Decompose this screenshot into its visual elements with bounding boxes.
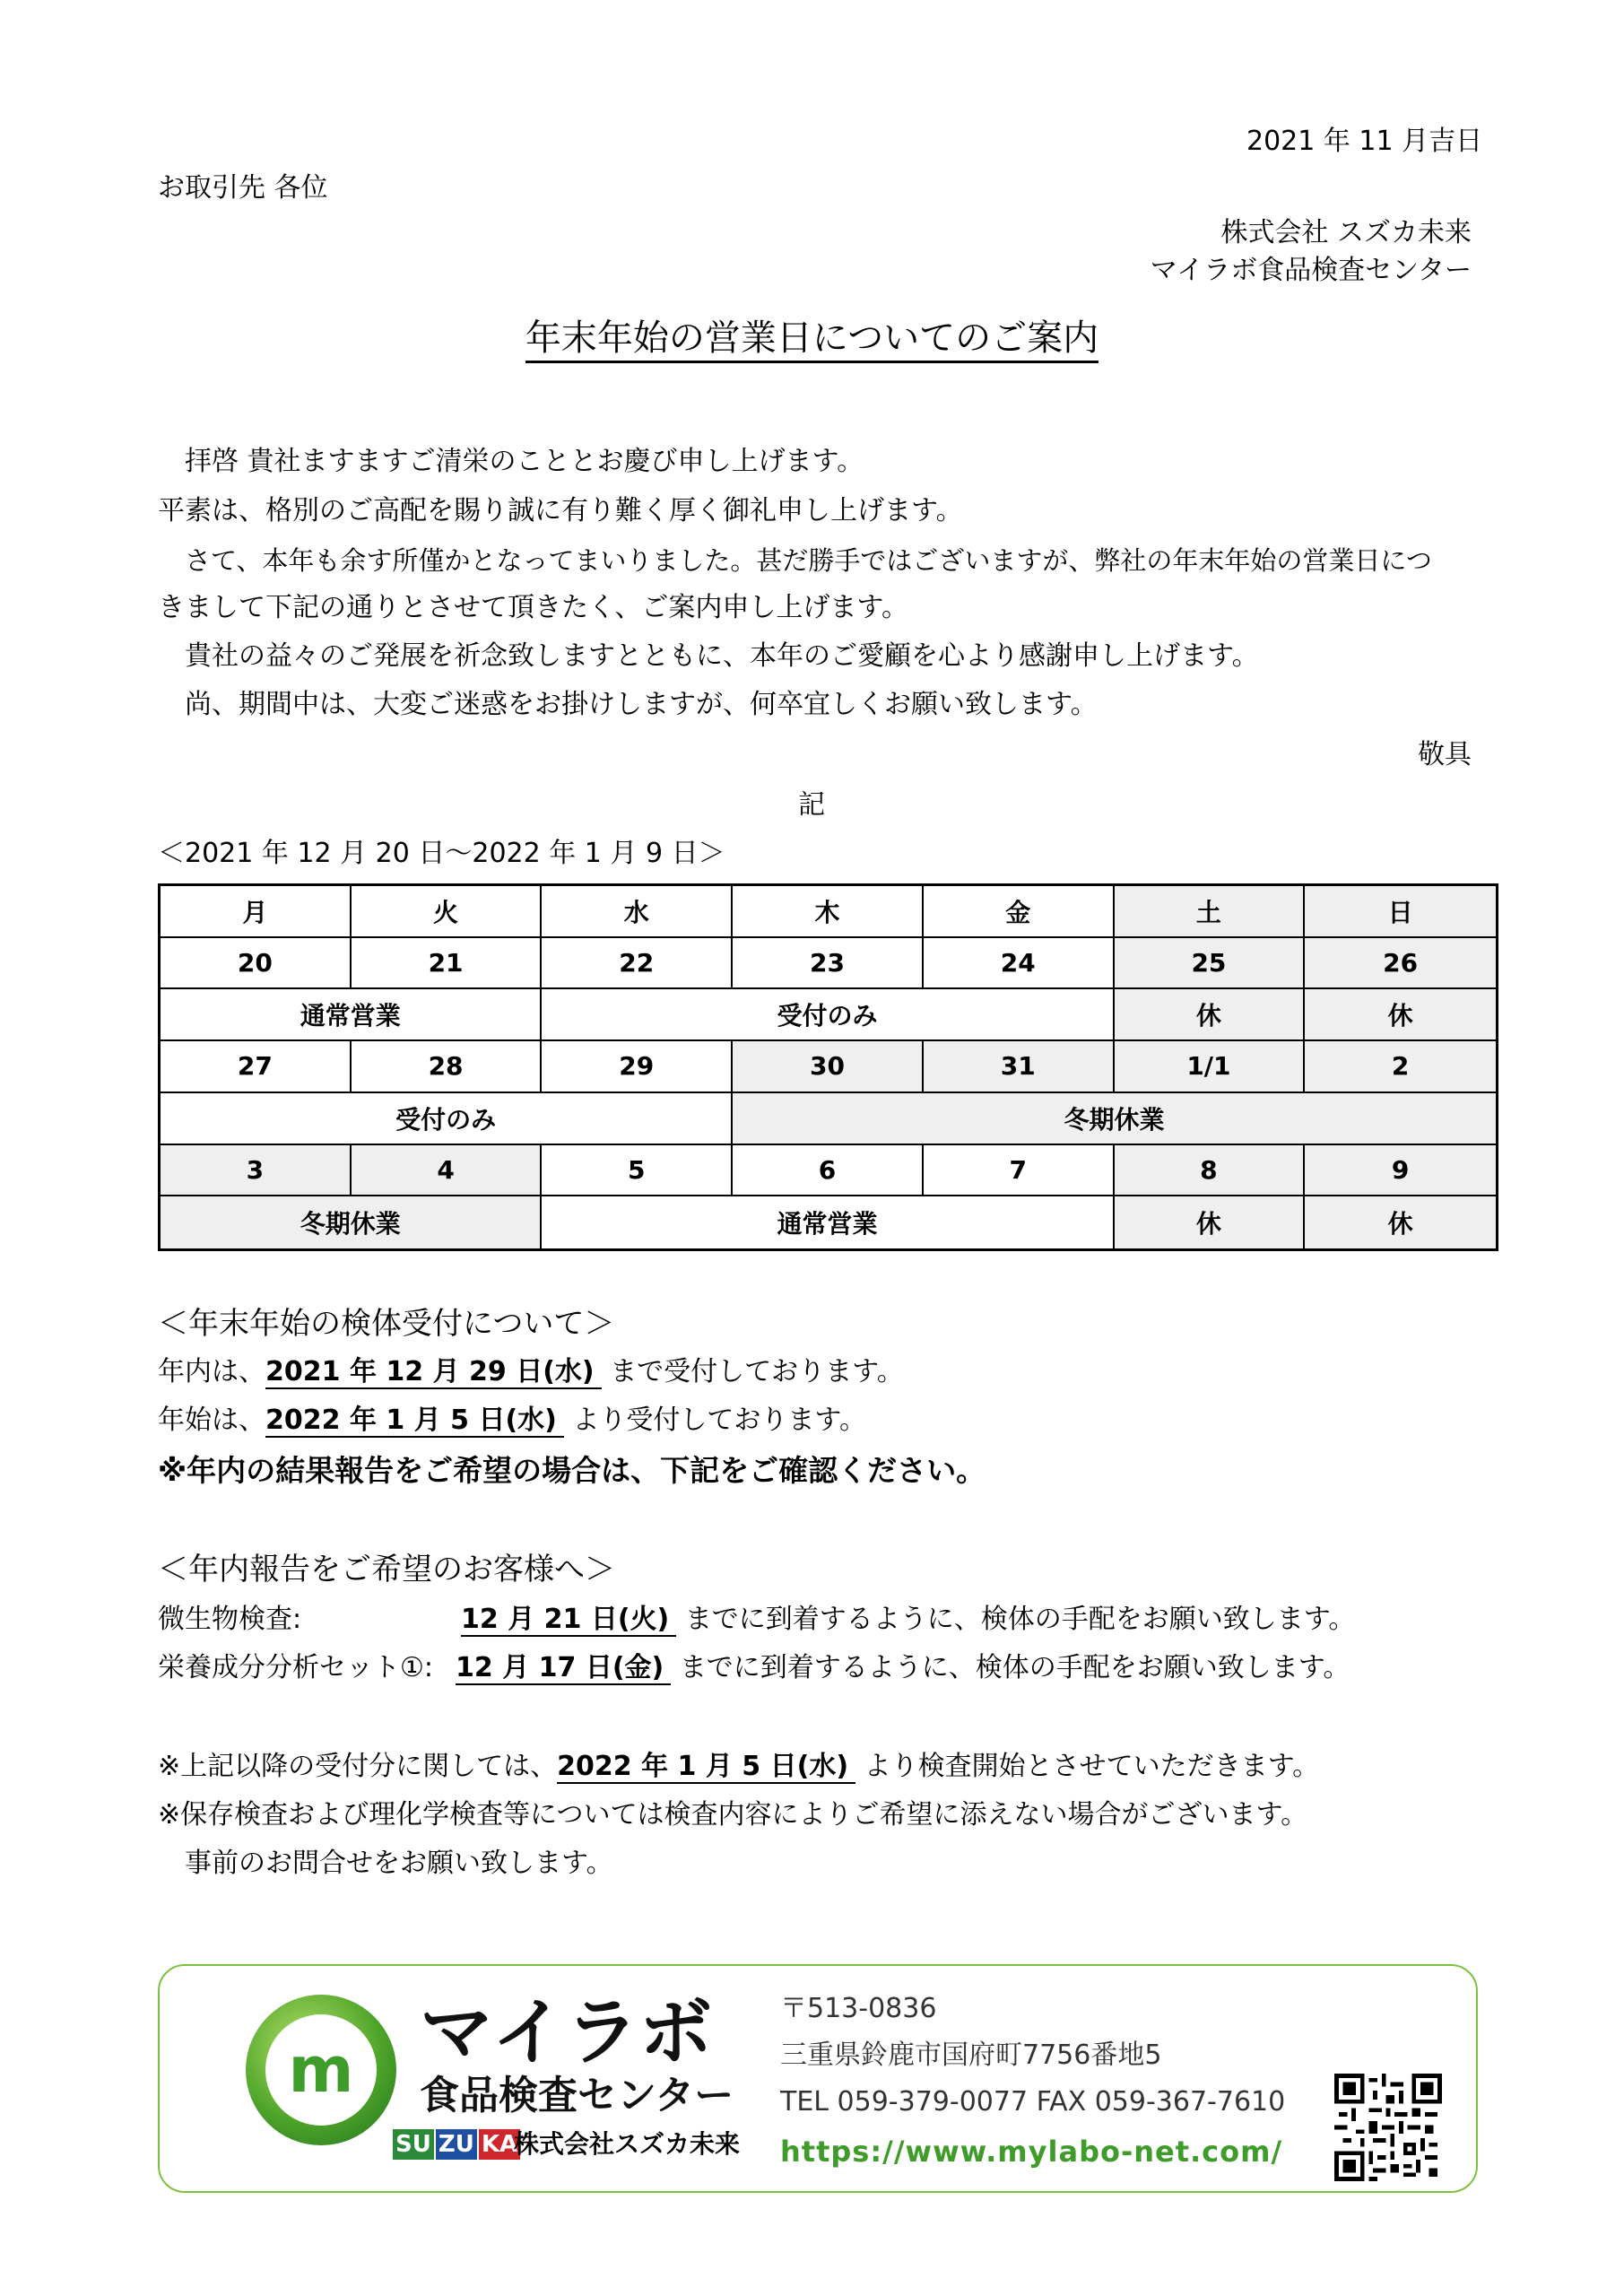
brand-name: マイラボ: [420, 1990, 713, 2075]
website-link[interactable]: https://www.mylabo-net.com/: [780, 2135, 1283, 2169]
report-row-2: [158, 1650, 1350, 1686]
date-cell: 9: [1305, 1145, 1496, 1197]
date-cell: 25: [1115, 938, 1306, 990]
reception-line-1-prefix: 年内は、: [158, 1356, 265, 1387]
report-row-2-label: 栄養成分分析セット①:: [158, 1652, 434, 1683]
body-p2: 平素は、格別のご高配を賜り誠に有り難く厚く御礼申し上げます。: [158, 495, 963, 526]
date-cell: 8: [1115, 1145, 1306, 1197]
weekday-tue: 火: [352, 886, 543, 938]
weekday-wed: 水: [542, 886, 733, 938]
qr-code-icon: [1334, 2074, 1442, 2181]
suzuka-ka: KA: [479, 2129, 520, 2160]
weekday-sat: 土: [1115, 886, 1306, 938]
status-cell: 休: [1305, 1196, 1496, 1248]
ki-heading: 記: [798, 789, 825, 821]
address: 三重県鈴鹿市国府町7756番地5: [780, 2039, 1162, 2071]
status-cell: 受付のみ: [161, 1093, 733, 1145]
report-row-2-date: 12 月 17 日(金): [456, 1652, 671, 1685]
date-cell: 1/1: [1115, 1041, 1306, 1093]
date-cell: 29: [542, 1041, 733, 1093]
note-1-date: 2022 年 1 月 5 日(水): [557, 1751, 855, 1784]
suzuka-logo: [393, 2129, 520, 2160]
document-date: 2021 年 11 月吉日: [1246, 126, 1483, 157]
status-cell: 冬期休業: [161, 1196, 542, 1248]
status-cell: 通常営業: [542, 1196, 1114, 1248]
note-1: [158, 1749, 1319, 1785]
date-cell: 28: [352, 1041, 543, 1093]
report-row-1-suffix: までに到着するように、検体の手配をお願い致します。: [684, 1604, 1356, 1635]
postal-code: 〒513-0836: [780, 1993, 937, 2024]
tel-fax: TEL 059-379-0077 FAX 059-367-7610: [780, 2086, 1286, 2118]
date-cell: 5: [542, 1145, 733, 1197]
reception-line-2-date: 2022 年 1 月 5 日(水): [265, 1405, 564, 1438]
date-cell: 21: [352, 938, 543, 990]
body-p4: 貴社の益々のご発展を祈念致しますとともに、本年のご愛顧を心より感謝申し上げます。: [185, 640, 1259, 672]
company-logo-text: 株式会社スズカ未来: [514, 2129, 741, 2159]
reception-line-1: [158, 1354, 904, 1390]
closing-keigu: 敬具: [1418, 739, 1472, 770]
reception-line-2-suffix: より受付しております。: [572, 1405, 867, 1436]
report-row-1-date: 12 月 21 日(火): [461, 1604, 676, 1637]
logo-mark: m: [265, 2014, 377, 2126]
date-cell: 22: [542, 938, 733, 990]
date-cell: 20: [161, 938, 352, 990]
status-cell: 冬期休業: [733, 1093, 1496, 1145]
schedule-period: ＜2021 年 12 月 20 日～2022 年 1 月 9 日＞: [158, 838, 725, 869]
weekday-thu: 木: [733, 886, 924, 938]
weekday-sun: 日: [1305, 886, 1496, 938]
footer-contact-box: [158, 1964, 1478, 2193]
reception-note: ※年内の結果報告をご希望の場合は、下記をご確認ください。: [158, 1453, 986, 1488]
brand-subtitle: 食品検査センター: [420, 2073, 734, 2118]
note-3: 事前のお問合せをお願い致します。: [185, 1848, 613, 1879]
date-cell: 23: [733, 938, 924, 990]
status-cell: 休: [1115, 1196, 1306, 1248]
addressee: お取引先 各位: [158, 172, 328, 204]
weekday-fri: 金: [924, 886, 1115, 938]
page-title-text: 年末年始の営業日についてのご案内: [525, 317, 1099, 363]
report-row-1-label: 微生物検査:: [158, 1604, 302, 1635]
reception-line-1-suffix: まで受付しております。: [610, 1356, 904, 1387]
reception-heading: ＜年末年始の検体受付について＞: [158, 1306, 615, 1342]
date-cell: 7: [924, 1145, 1115, 1197]
reception-line-2: [158, 1403, 866, 1439]
mylabo-logo-icon: [246, 1995, 396, 2145]
weekday-mon: 月: [161, 886, 352, 938]
date-cell: 24: [924, 938, 1115, 990]
status-cell: 休: [1115, 989, 1306, 1041]
date-cell: 26: [1305, 938, 1496, 990]
reception-line-2-prefix: 年始は、: [158, 1405, 265, 1436]
reception-line-1-date: 2021 年 12 月 29 日(水): [265, 1356, 602, 1389]
date-cell: 6: [733, 1145, 924, 1197]
date-cell: 30: [733, 1041, 924, 1093]
body-p3a: さて、本年も余す所僅かとなってまいりました。甚だ勝手ではございますが、弊社の年末年始の営業日につ: [185, 545, 1432, 576]
status-cell: 受付のみ: [542, 989, 1114, 1041]
body-p5: 尚、期間中は、大変ご迷惑をお掛けしますが、何卒宜しくお願い致します。: [185, 689, 1098, 720]
suzuka-zu: ZU: [436, 2129, 477, 2160]
date-cell: 2: [1305, 1041, 1496, 1093]
note-1-suffix: より検査開始とさせていただきます。: [864, 1751, 1320, 1782]
status-cell: 休: [1305, 989, 1496, 1041]
body-p1: 拝啓 貴社ますますご清栄のこととお慶び申し上げます。: [185, 446, 864, 477]
date-cell: 3: [161, 1145, 352, 1197]
schedule-table: [158, 883, 1498, 1251]
date-cell: 27: [161, 1041, 352, 1093]
date-cell: 4: [352, 1145, 543, 1197]
suzuka-su: SU: [393, 2129, 434, 2160]
page-title: [0, 314, 1624, 362]
note-1-prefix: ※上記以降の受付分に関しては、: [158, 1751, 558, 1782]
report-heading: ＜年内報告をご希望のお客様へ＞: [158, 1552, 615, 1587]
report-row-1: [158, 1602, 1355, 1638]
sender-dept: マイラボ食品検査センター: [1150, 255, 1472, 286]
report-row-2-suffix: までに到着するように、検体の手配をお願い致します。: [679, 1652, 1350, 1683]
body-p3b: きまして下記の通りとさせて頂きたく、ご案内申し上げます。: [158, 592, 908, 623]
sender-company: 株式会社 スズカ未来: [1220, 217, 1472, 248]
note-2: ※保存検査および理化学検査等については検査内容によりご希望に添えない場合がございます。: [158, 1799, 1308, 1831]
status-cell: 通常営業: [161, 989, 542, 1041]
date-cell: 31: [924, 1041, 1115, 1093]
